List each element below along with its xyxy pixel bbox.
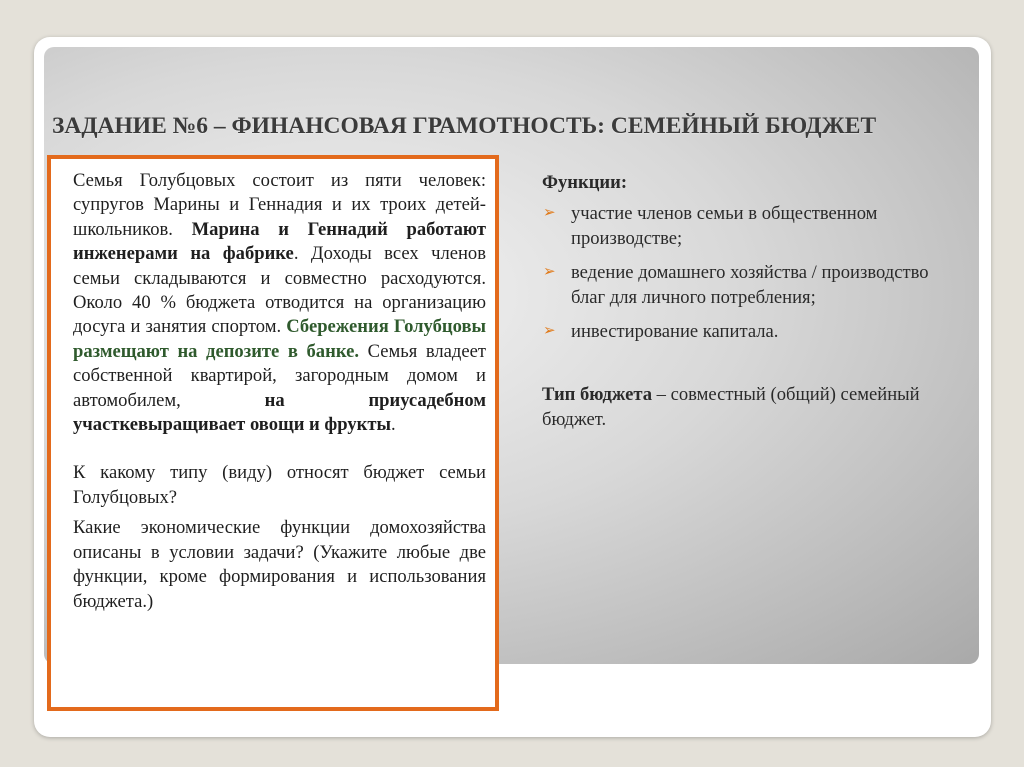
- list-item: [542, 260, 952, 310]
- list-item: [542, 319, 952, 344]
- task-text-property: Семья владеет собственной квартирой, загородным домом и автомобилем,: [73, 340, 487, 411]
- answer-column: [542, 170, 952, 451]
- function-text: ведение домашнего хозяйства / производство благ для личного потребления;: [571, 262, 929, 308]
- task-text-intro: Семья Голубцовых состоит из пяти человек: супругов Марины и Геннадия и их троих детей-школьников.: [73, 170, 486, 240]
- budget-type-label: Тип бюджета: [542, 384, 653, 405]
- task-text-savings: Сбережения Голубцовы размещают на депозите в банке.: [73, 316, 487, 362]
- task-text-end: .: [391, 414, 396, 436]
- task-text-box: [47, 155, 499, 711]
- task-text-work: Марина и Геннадий работают инженерами на фабрике: [73, 218, 486, 265]
- question-budget-type: К какому типу (виду) относят бюджет семьи Голубцовых?: [73, 462, 486, 508]
- slide-title: ЗАДАНИЕ №6 – ФИНАНСОВАЯ ГРАМОТНОСТЬ: СЕМЕЙНЫЙ БЮДЖЕТ: [52, 113, 877, 139]
- arrow-bullet-icon: ➢: [543, 203, 556, 221]
- question-functions: Какие экономические функции домохозяйства описаны в условии задачи? (Укажите любые две функции, кроме формирования и использования бюджета.): [73, 517, 486, 612]
- function-text: участие членов семьи в общественном производстве;: [571, 203, 878, 249]
- list-item: [542, 201, 952, 251]
- budget-type-answer: [542, 382, 952, 432]
- task-text-garden: на приусадебном участкевыращивает овощи и фрукты: [73, 389, 486, 436]
- arrow-bullet-icon: ➢: [543, 262, 556, 280]
- task-description: [73, 169, 486, 437]
- function-text: инвестирование капитала.: [571, 321, 779, 342]
- task-text-income: . Доходы всех членов семьи складываются и совместно расходуются. Около 40 % бюджета отводится на организацию досуга и занятия спортом.: [73, 243, 486, 338]
- functions-heading: Функции:: [542, 172, 628, 193]
- budget-type-value: – совместный (общий) семейный бюджет.: [542, 384, 920, 430]
- functions-list: [542, 201, 952, 344]
- arrow-bullet-icon: ➢: [543, 321, 556, 339]
